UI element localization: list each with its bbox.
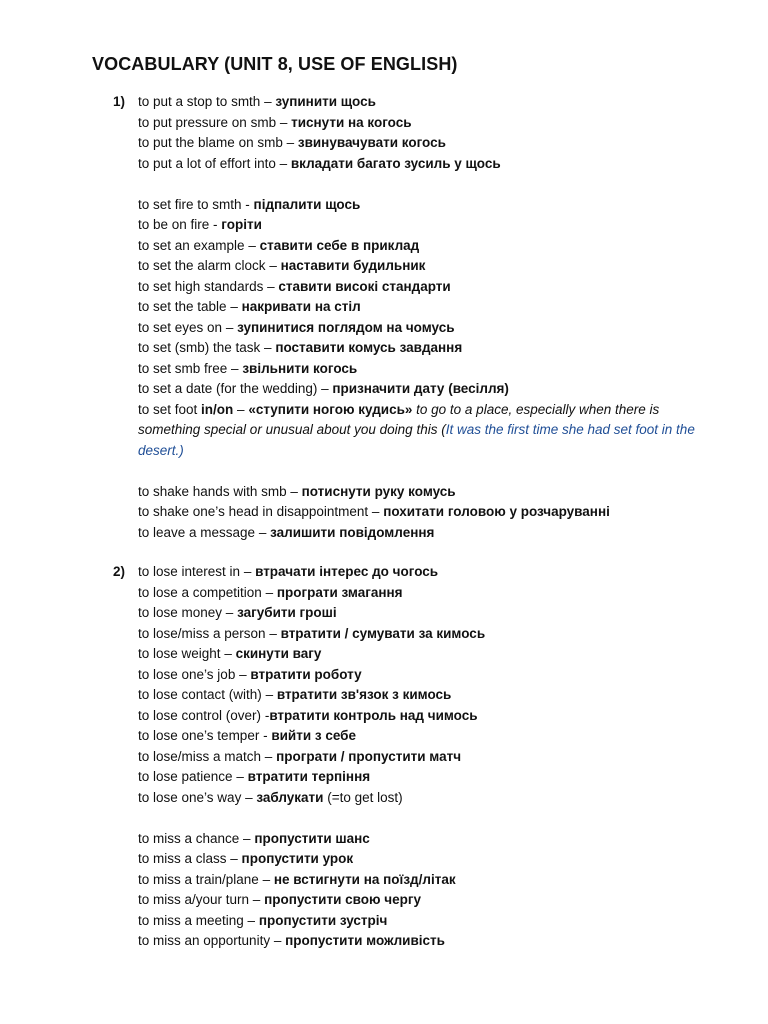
ukrainian-translation: пропустити шанс: [254, 830, 370, 846]
vocab-entry: [138, 215, 718, 236]
separator: –: [226, 299, 242, 314]
english-phrase: to set foot: [138, 401, 202, 417]
vocab-entry: [138, 523, 718, 544]
english-definition: to go to a place, especially when there is something special or unusual about you doing this (: [138, 401, 660, 437]
english-phrase: to lose/miss a person: [138, 625, 266, 641]
separator: –: [233, 401, 249, 417]
separator: –: [255, 524, 271, 540]
separator: –: [275, 155, 291, 171]
section-2: [0, 562, 768, 952]
ukrainian-translation: не встигнути на поїзд/літак: [273, 871, 456, 887]
vocab-entry: [138, 92, 718, 113]
ukrainian-translation: скинути вагу: [235, 646, 322, 661]
vocab-entry: [138, 911, 718, 932]
separator: –: [244, 237, 260, 253]
ukrainian-translation: вкладати багато зусиль у щось: [290, 155, 501, 171]
separator: –: [276, 114, 292, 130]
ukrainian-translation: підпалити щось: [253, 196, 361, 212]
english-phrase: to lose control (over): [138, 707, 262, 723]
separator: –: [241, 789, 257, 805]
shake-leave-expressions: [138, 482, 718, 544]
vocab-entry: [138, 870, 718, 891]
vocab-entry: [138, 747, 718, 768]
separator: –: [239, 830, 255, 846]
separator: –: [270, 933, 286, 948]
separator: –: [249, 892, 265, 907]
english-phrase: to put the blame on smb: [138, 135, 283, 150]
ukrainian-translation: ставити високі стандарти: [278, 278, 451, 294]
ukrainian-translation: звинувачувати когось: [297, 135, 446, 150]
english-phrase: to set fire to smth: [138, 196, 242, 212]
vocab-entry: [138, 379, 718, 400]
vocab-entry: [138, 502, 718, 523]
separator: –: [258, 871, 274, 887]
vocab-entry: [138, 133, 718, 154]
lose-expressions: [138, 562, 718, 808]
separator: –: [232, 769, 248, 784]
ukrainian-translation: втрачати інтерес до чогось: [255, 564, 439, 579]
separator: –: [240, 564, 256, 579]
vocab-entry: [138, 706, 718, 727]
miss-expressions: [138, 829, 718, 952]
ukrainian-translation: призначити дату (весілля): [332, 381, 509, 396]
english-phrase: to set a date (for the wedding): [138, 381, 318, 396]
put-expressions: [138, 92, 718, 174]
ukrainian-translation: втратити терпіння: [247, 769, 371, 784]
ukrainian-translation: зупинити щось: [275, 94, 376, 109]
separator: –: [222, 605, 238, 620]
separator: -: [259, 728, 272, 743]
vocab-entry: [138, 236, 718, 257]
ukrainian-translation: пропустити зустріч: [258, 912, 388, 928]
ukrainian-translation: тиснути на когось: [291, 114, 412, 130]
english-phrase: to lose contact (with): [138, 687, 262, 702]
separator: -: [241, 196, 254, 212]
english-phrase: to miss a chance: [138, 830, 240, 846]
separator: -: [261, 707, 270, 723]
ukrainian-translation: пропустити можливість: [285, 933, 445, 948]
english-phrase: to put a stop to smth: [138, 94, 261, 109]
vocab-entry: [138, 318, 718, 339]
english-phrase: to leave a message: [138, 524, 256, 540]
vocab-entry: [138, 154, 718, 175]
english-phrase: to miss a class: [138, 851, 227, 866]
english-phrase: to shake one’s head in disappointment: [138, 504, 369, 519]
vocab-entry: [138, 338, 718, 359]
vocab-entry: [138, 603, 718, 624]
separator: –: [368, 504, 384, 519]
set-expressions: [138, 195, 718, 462]
vocab-entry: [138, 562, 718, 583]
english-phrase: to lose patience: [138, 769, 233, 784]
separator: –: [227, 360, 243, 376]
section-1: [0, 92, 768, 543]
ukrainian-translation: втратити контроль над чимось: [269, 707, 478, 723]
english-phrase: to lose one’s way: [138, 789, 242, 805]
vocab-entry: [138, 297, 718, 318]
vocab-entry: [138, 482, 718, 503]
vocab-entry: [138, 256, 718, 277]
english-phrase: to lose one’s job: [138, 666, 236, 682]
separator: –: [263, 278, 279, 294]
separator: –: [243, 912, 259, 928]
vocab-entry: [138, 767, 718, 788]
separator: –: [265, 258, 281, 273]
vocab-entry: [138, 113, 718, 134]
separator: –: [261, 687, 277, 702]
ukrainian-translation: втратити зв'язок з кимось: [276, 687, 452, 702]
example-sentence: It was the first time she had set foot in the desert.): [138, 422, 695, 458]
vocab-entry: [138, 849, 718, 870]
section-number: 1): [113, 94, 126, 109]
separator: –: [260, 340, 276, 355]
english-phrase: to miss a train/plane: [138, 871, 259, 887]
preposition-emphasis: in/on: [201, 401, 234, 417]
vocab-entry: [138, 644, 718, 665]
section-number: 2): [113, 564, 126, 579]
english-phrase: to put a lot of effort into: [138, 155, 276, 171]
vocab-entry: [138, 788, 718, 809]
vocab-entry: [138, 685, 718, 706]
separator: –: [235, 666, 251, 682]
vocab-entry: [138, 829, 718, 850]
vocab-entry: [138, 726, 718, 747]
english-phrase: to lose money: [138, 605, 223, 620]
ukrainian-translation: заблукати: [256, 789, 324, 805]
english-phrase: to set an example: [138, 237, 245, 253]
vocab-entry: [138, 359, 718, 380]
english-phrase: to lose interest in: [138, 564, 241, 579]
ukrainian-translation: звільнити когось: [242, 360, 358, 376]
vocab-entry: [138, 665, 718, 686]
ukrainian-translation: зупинитися поглядом на чомусь: [237, 319, 455, 335]
english-phrase: to lose weight: [138, 646, 221, 661]
vocab-entry-set-foot: [138, 400, 718, 462]
separator: -: [209, 217, 222, 232]
ukrainian-translation: накривати на стіл: [241, 299, 361, 314]
separator: –: [286, 483, 302, 499]
english-phrase: to set eyes on: [138, 319, 223, 335]
vocab-entry: [138, 931, 718, 952]
vocab-entry: [138, 277, 718, 298]
ukrainian-translation: горіти: [221, 217, 262, 232]
ukrainian-translation: похитати головою у розчаруванні: [383, 504, 610, 519]
english-phrase: to put pressure on smb: [138, 114, 277, 130]
separator: –: [317, 381, 333, 396]
english-phrase: to lose/miss a match: [138, 748, 262, 764]
ukrainian-translation: ставити себе в приклад: [259, 237, 420, 253]
english-gloss: (=to get lost): [323, 789, 403, 805]
ukrainian-translation: «ступити ногою кудись»: [248, 401, 413, 417]
english-phrase: to shake hands with smb: [138, 483, 287, 499]
separator: –: [222, 319, 238, 335]
separator: –: [282, 135, 298, 150]
vocab-entry: [138, 195, 718, 216]
english-phrase: to set high standards: [138, 278, 264, 294]
english-phrase: to set (smb) the task: [138, 340, 261, 355]
english-phrase: to lose a competition: [138, 584, 262, 600]
ukrainian-translation: залишити повідомлення: [270, 524, 435, 540]
english-phrase: to set smb free: [138, 360, 228, 376]
english-phrase: to miss an opportunity: [138, 933, 271, 948]
english-phrase: to set the table: [138, 299, 227, 314]
separator: –: [261, 584, 277, 600]
ukrainian-translation: програти / пропустити матч: [276, 748, 462, 764]
vocab-entry: [138, 890, 718, 911]
english-phrase: to miss a meeting: [138, 912, 244, 928]
ukrainian-translation: наставити будильник: [280, 258, 426, 273]
english-phrase: to lose one’s temper: [138, 728, 260, 743]
ukrainian-translation: втратити / сумувати за кимось: [280, 625, 486, 641]
ukrainian-translation: загубити гроші: [237, 605, 337, 620]
document-title: VOCABULARY (UNIT 8, USE OF ENGLISH): [92, 54, 458, 74]
ukrainian-translation: поставити комусь завдання: [275, 340, 463, 355]
ukrainian-translation: втратити роботу: [250, 666, 362, 682]
ukrainian-translation: вийти з себе: [271, 728, 357, 743]
ukrainian-translation: пропустити свою чергу: [264, 892, 421, 907]
ukrainian-translation: потиснути руку комусь: [301, 483, 456, 499]
english-phrase: to miss a/your turn: [138, 892, 250, 907]
separator: –: [265, 625, 281, 641]
vocab-entry: [138, 624, 718, 645]
ukrainian-translation: пропустити урок: [241, 851, 354, 866]
separator: –: [226, 851, 242, 866]
english-phrase: to be on fire: [138, 217, 210, 232]
vocab-entry: [138, 583, 718, 604]
english-phrase: to set the alarm clock: [138, 258, 266, 273]
ukrainian-translation: програти змагання: [276, 584, 403, 600]
separator: –: [220, 646, 236, 661]
separator: –: [260, 94, 276, 109]
separator: –: [261, 748, 277, 764]
